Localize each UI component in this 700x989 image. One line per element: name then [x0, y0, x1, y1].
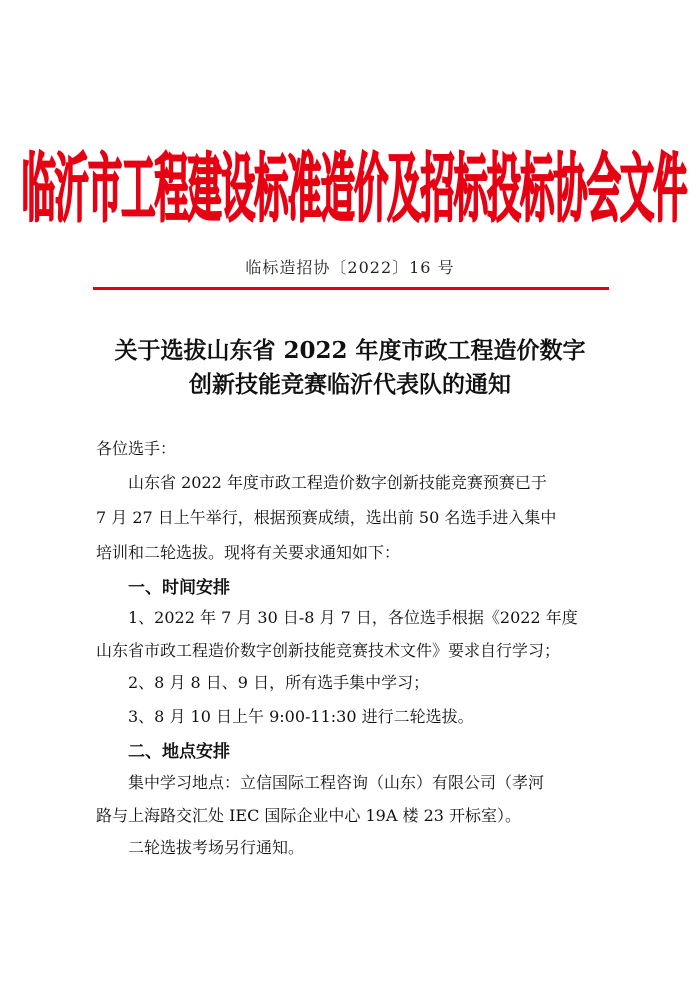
- document-number: 临标造招协〔2022〕16 号: [245, 258, 455, 277]
- salutation: 各位选手：: [96, 439, 177, 458]
- time-item-1a: 1、2022 年 7 月 30 日-8 月 7 日，各位选手根据《2022 年度: [128, 608, 578, 627]
- red-divider-line: [93, 287, 609, 290]
- location-line-1: 集中学习地点：立信国际工程咨询（山东）有限公司（孝河: [128, 773, 545, 792]
- intro-line-3: 培训和二轮选拔。现将有关要求通知如下：: [96, 543, 401, 562]
- notice-title-line-2: 创新技能竞赛临沂代表队的通知: [189, 371, 511, 398]
- intro-line-1: 山东省 2022 年度市政工程造价数字创新技能竞赛预赛已于: [128, 473, 547, 492]
- masthead: [21, 138, 687, 233]
- masthead-title: 临沂市工程建设标准造价及招标投标协会文件: [21, 148, 687, 233]
- intro-line-2: 7 月 27 日上午举行，根据预赛成绩，选出前 50 名选手进入集中: [96, 508, 557, 527]
- time-item-1b: 山东省市政工程造价数字创新技能竞赛技术文件》要求自行学习；: [96, 641, 561, 660]
- location-line-3: 二轮选拔考场另行通知。: [128, 838, 305, 857]
- section-heading-location: 二、地点安排: [128, 742, 230, 762]
- time-item-2: 2、8 月 8 日、9 日，所有选手集中学习；: [128, 673, 430, 692]
- location-line-2: 路与上海路交汇处 IEC 国际企业中心 19A 楼 23 开标室）。: [96, 806, 522, 825]
- time-item-3: 3、8 月 10 日上午 9:00-11:30 进行二轮选拔。: [128, 707, 474, 726]
- notice-title-line-1: 关于选拔山东省 2022 年度市政工程造价数字: [114, 337, 586, 364]
- section-heading-time: 一、时间安排: [128, 578, 230, 598]
